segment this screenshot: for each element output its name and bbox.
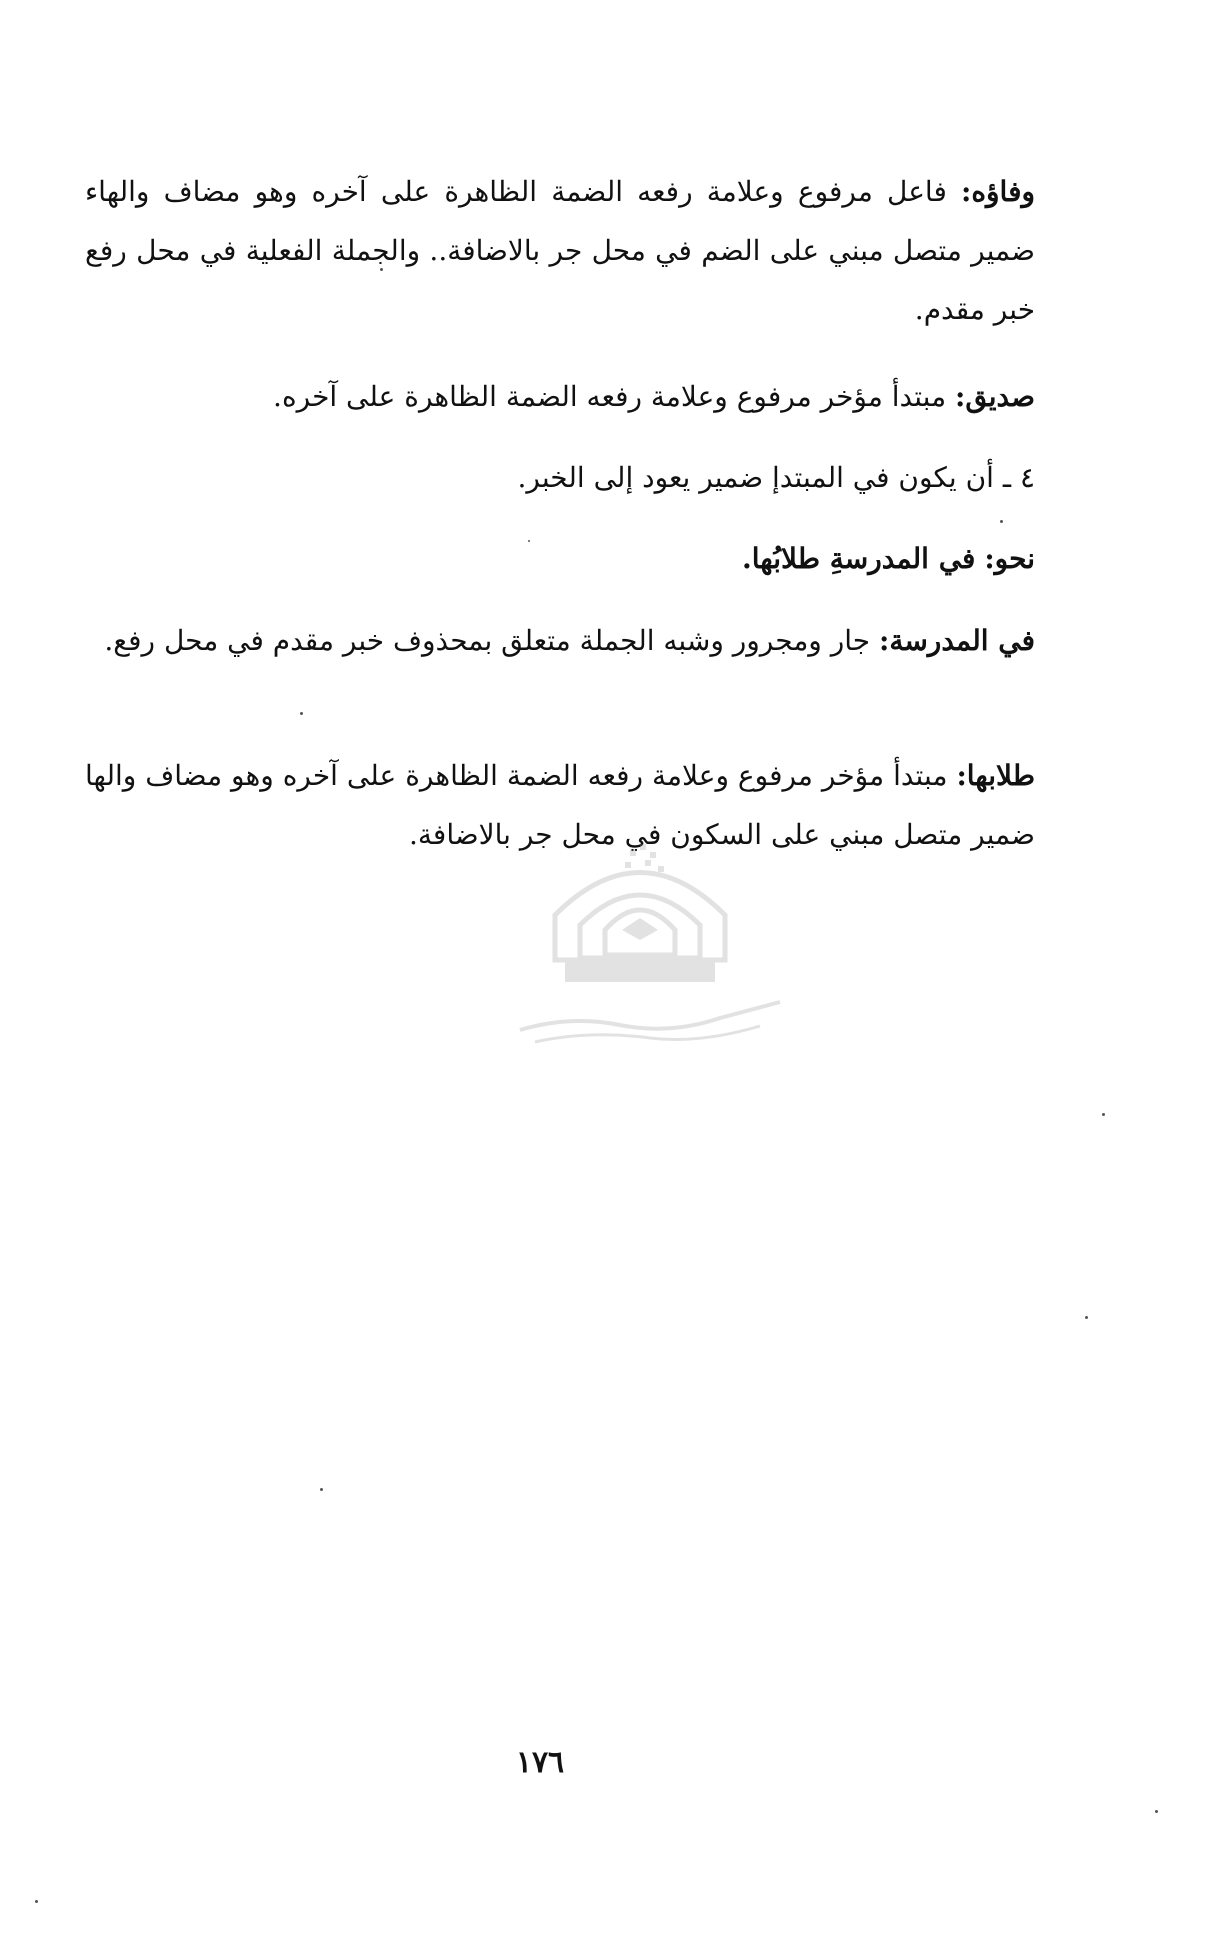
scan-speck [35, 1900, 38, 1903]
scan-speck [300, 712, 303, 715]
example-line [85, 529, 1035, 588]
institution-logo-icon [480, 830, 800, 1060]
term-label: طلابها: [956, 759, 1035, 792]
example-sentence: في المدرسةِ طلابُها. [742, 542, 976, 575]
scan-speck [528, 540, 530, 542]
example-label: نحو: [984, 542, 1035, 575]
scan-speck [380, 268, 383, 271]
term-explanation: جار ومجرور وشبه الجملة متعلق بمحذوف خبر مقدم في محل رفع. [104, 624, 871, 657]
scan-speck [1085, 1316, 1088, 1319]
term-explanation: مبتدأ مؤخر مرفوع وعلامة رفعه الضمة الظاهرة على آخره وهو مضاف والها ضمير متصل مبني على السكون في محل جر بالاضافة. [85, 759, 1035, 851]
scan-speck [1155, 1810, 1158, 1813]
rule-four [85, 448, 1035, 507]
scan-speck [1102, 1113, 1105, 1116]
paragraph-wafauhu [85, 162, 1035, 339]
page-number: ١٧٦ [515, 1745, 565, 1780]
term-label: وفاؤه: [961, 175, 1035, 208]
term-label: في المدرسة: [879, 624, 1035, 657]
paragraph-sadiq [85, 367, 1035, 426]
term-explanation: مبتدأ مؤخر مرفوع وعلامة رفعه الضمة الظاهرة على آخره. [273, 380, 947, 413]
rule-text: ٤ ـ أن يكون في المبتدإ ضمير يعود إلى الخبر. [517, 461, 1035, 494]
scan-speck [320, 1488, 323, 1491]
term-label: صديق: [955, 380, 1035, 413]
term-explanation: فاعل مرفوع وعلامة رفعه الضمة الظاهرة على آخره وهو مضاف والهاء ضمير متصل مبني على الضم في محل جر بالاضافة.. والجملة الفعلية في محل رفع خبر مقدم. [85, 175, 1035, 326]
scan-speck [1000, 520, 1003, 523]
paragraph-fil-madrasa [85, 611, 1035, 670]
